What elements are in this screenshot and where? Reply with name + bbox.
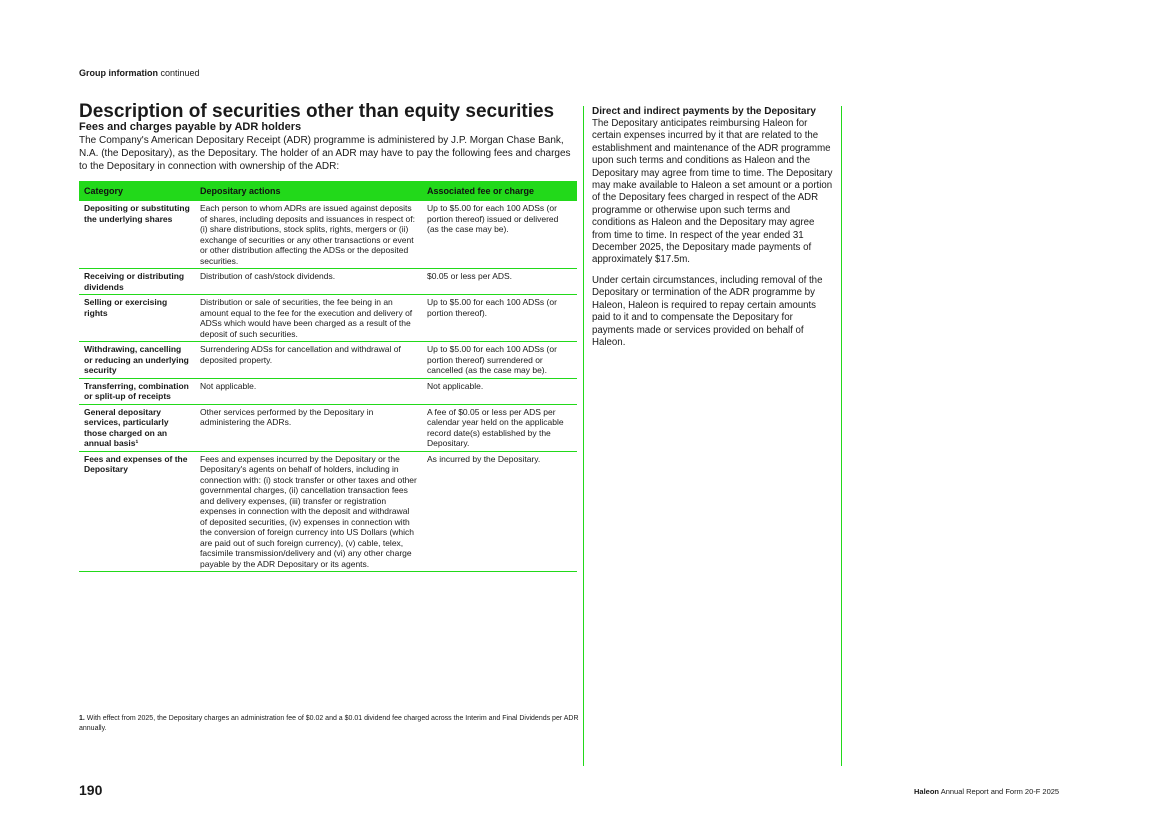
row-action: Each person to whom ADRs are issued against deposits of shares, including deposits and issuances in respect of: (i) share distributions, stock splits, rights, mergers or (ii) exchange of securities or any other transactions or event or other distribution affecting the ADSs or the deposited securities. <box>195 201 422 269</box>
page-number: 190 <box>79 782 103 798</box>
payments-heading: Direct and indirect payments by the Depositary <box>592 106 816 117</box>
table-row <box>79 269 577 295</box>
row-action: Surrendering ADSs for cancellation and withdrawal of deposited property. <box>195 342 422 379</box>
footnote-marker: 1. <box>79 715 85 722</box>
row-fee: Up to $5.00 for each 100 ADSs (or portion thereof) surrendered or cancelled (as the case may be). <box>422 342 577 379</box>
row-category: Depositing or substituting the underlying shares <box>79 201 195 269</box>
footnote <box>79 714 579 734</box>
table-row <box>79 378 577 404</box>
row-fee: Up to $5.00 for each 100 ADSs (or portion thereof) issued or delivered (as the case may be). <box>422 201 577 269</box>
row-action: Fees and expenses incurred by the Depositary or the Depositary's agents on behalf of holders, including in connection with: (i) stock transfer or other taxes and other governmental charges, (ii) cancellation transaction fees and delivery expenses, (iii) transfer or registration expenses in connection with the deposit and withdrawal of deposited securities, (iv) expenses in connection with the conversion of foreign currency into US Dollars (which are paid out of such foreign currency), (v) cable, telex, facsimile transmission/delivery and (vi) any other charge payable by the ADR Depositary or its agents. <box>195 451 422 572</box>
section-subtitle: Fees and charges payable by ADR holders <box>79 121 302 133</box>
row-fee: A fee of $0.05 or less per ADS per calendar year held on the applicable record date(s) established by the Depositary. <box>422 404 577 451</box>
document-name: Annual Report and Form 20-F 2025 <box>940 787 1060 796</box>
intro-paragraph: The Company's American Depositary Receipt (ADR) programme is administered by J.P. Morgan Chase Bank, N.A. (the Depositary), as the Depositary. The holder of an ADR may have to pay the following fees and charges to the Depositary in connection with ownership of the ADR: <box>79 135 571 172</box>
col-header-fee: Associated fee or charge <box>422 181 577 201</box>
table-row <box>79 201 577 269</box>
payments-paragraph-2: Under certain circumstances, including removal of the Depositary or termination of the ADR programme by Haleon, Haleon is required to repay certain amounts paid to it and to compensate the Depositary for payments made or services provided on behalf of Haleon. <box>592 274 823 348</box>
section-suffix: continued <box>160 68 200 78</box>
section-name: Group information <box>79 68 158 78</box>
row-fee: $0.05 or less per ADS. <box>422 269 577 295</box>
row-category: Receiving or distributing dividends <box>79 269 195 295</box>
row-category: Fees and expenses of the Depositary <box>79 451 195 572</box>
brand-name: Haleon <box>914 787 940 796</box>
fees-table <box>79 181 577 572</box>
row-category: Transferring, combination or split-up of receipts <box>79 378 195 404</box>
page-title: Description of securities other than equity securities <box>79 101 555 122</box>
table-row <box>79 295 577 342</box>
table-row <box>79 451 577 572</box>
section-header <box>79 68 200 78</box>
row-category: Selling or exercising rights <box>79 295 195 342</box>
table-row <box>79 342 577 379</box>
row-category: Withdrawing, cancelling or reducing an underlying security <box>79 342 195 379</box>
row-action: Distribution of cash/stock dividends. <box>195 269 422 295</box>
row-action: Not applicable. <box>195 378 422 404</box>
payments-paragraph-1: The Depositary anticipates reimbursing Haleon for certain expenses incurred by it that are related to the establishment and maintenance of the ADR programme upon such terms and conditions as Haleon and the Depositary may agree from time to time. The Depositary may make available to Haleon a set amount or a portion of the Depositary fees charged in respect of the ADR programme or otherwise upon such terms and conditions as Haleon and the Depositary may agree from time to time. In respect of the year ended 31 December 2025, the Depositary made payments of approximately $17.5m. <box>592 118 833 266</box>
right-column <box>592 106 834 357</box>
row-fee: As incurred by the Depositary. <box>422 451 577 572</box>
row-action: Distribution or sale of securities, the fee being in an amount equal to the fee for the execution and delivery of ADSs which would have been charged as a result of the deposit of such securities. <box>195 295 422 342</box>
col-header-actions: Depositary actions <box>195 181 422 201</box>
table-row <box>79 404 577 451</box>
footnote-text: With effect from 2025, the Depositary charges an administration fee of $0.02 and a $0.01 dividend fee charged across the Interim and Final Dividends per ADR annually. <box>79 715 579 732</box>
row-fee: Not applicable. <box>422 378 577 404</box>
column-divider <box>583 106 584 766</box>
column-divider <box>841 106 842 766</box>
row-category: General depositary services, particularly those charged on an annual basis¹ <box>79 404 195 451</box>
row-fee: Up to $5.00 for each 100 ADSs (or portion thereof). <box>422 295 577 342</box>
row-action: Other services performed by the Depositary in administering the ADRs. <box>195 404 422 451</box>
col-header-category: Category <box>79 181 195 201</box>
table-header-row <box>79 181 577 201</box>
footer-brand <box>914 787 1059 796</box>
